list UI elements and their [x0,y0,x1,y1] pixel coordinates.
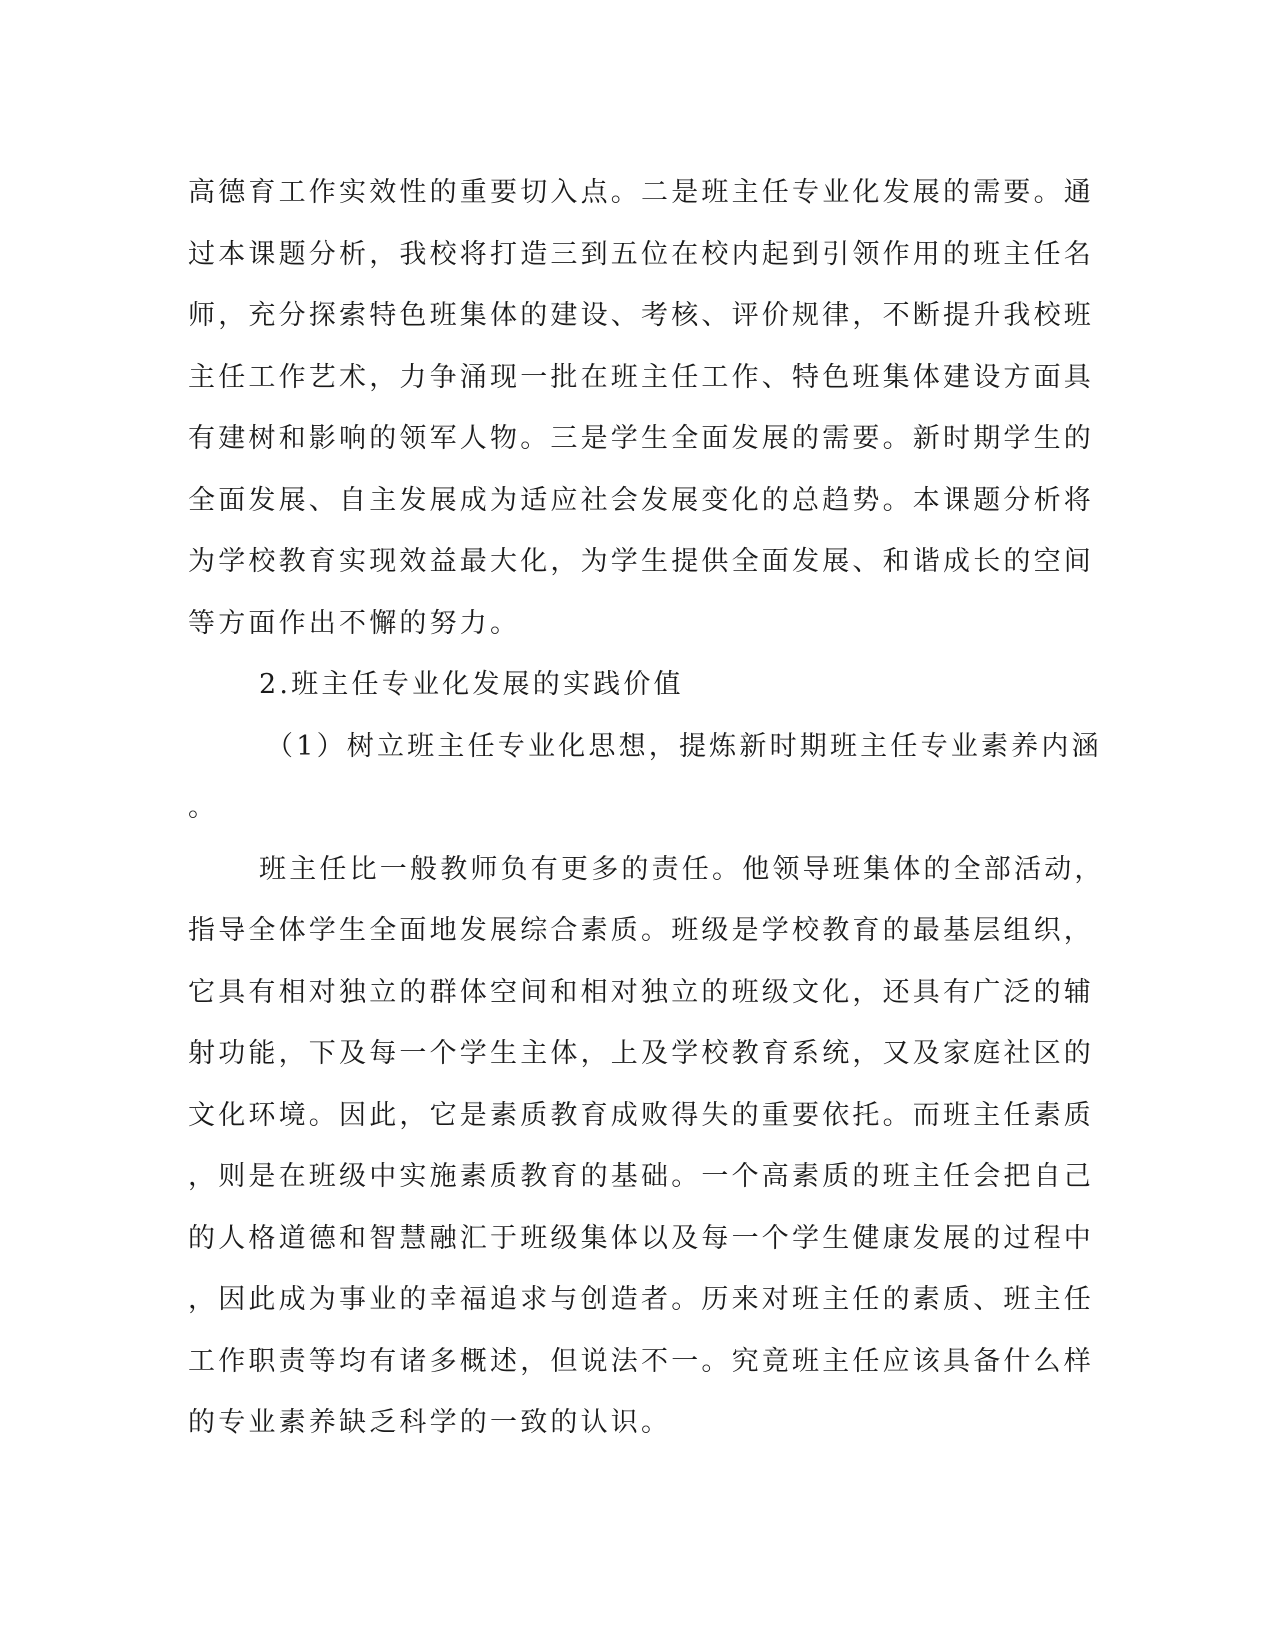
text-line: 文化环境。因此，它是素质教育成败得失的重要依托。而班主任素质 [188,1099,1094,1131]
document-body [188,162,1105,1454]
text-line: 全面发展、自主发展成为适应社会发展变化的总趋势。本课题分析将 [188,484,1094,516]
section-heading: 2.班主任专业化发展的实践价值 [259,669,684,700]
text-line: 过本课题分析，我校将打造三到五位在校内起到引领作用的班主任名 [188,238,1094,270]
text-line: 高德育工作实效性的重要切入点。二是班主任专业化发展的需要。通 [188,177,1094,208]
text-line: 它具有相对独立的群体空间和相对独立的班级文化，还具有广泛的辅 [188,976,1094,1008]
text-line: 有建树和影响的领军人物。三是学生全面发展的需要。新时期学生的 [188,423,1094,454]
text-line: 指导全体学生全面地发展综合素质。班级是学校教育的最基层组织， [188,915,1094,946]
text-line: 为学校教育实现效益最大化，为学生提供全面发展、和谐成长的空间 [188,546,1094,577]
text-line: 的专业素养缺乏科学的一致的认识。 [188,1407,672,1438]
text-line: 师，充分探索特色班集体的建设、考核、评价规律，不断提升我校班 [188,300,1094,331]
text-line: ，则是在班级中实施素质教育的基础。一个高素质的班主任会把自己 [188,1161,1094,1192]
text-line: ，因此成为事业的幸福追求与创造者。历来对班主任的素质、班主任 [188,1284,1094,1315]
subsection-heading: （1）树立班主任专业化思想，提炼新时期班主任专业素养内涵 [266,730,1102,762]
text-line: 工作职责等均有诸多概述，但说法不一。究竟班主任应该具备什么样 [188,1345,1094,1377]
paragraph-first-line: 班主任比一般教师负有更多的责任。他领导班集体的全部活动， [259,853,1105,885]
text-line: 等方面作出不懈的努力。 [188,607,521,639]
text-line: 射功能，下及每一个学生主体，上及学校教育系统，又及家庭社区的 [188,1038,1094,1069]
text-line: 主任工作艺术，力争涌现一批在班主任工作、特色班集体建设方面具 [188,361,1094,393]
text-line: 。 [188,792,219,823]
text-line: 的人格道德和智慧融汇于班级集体以及每一个学生健康发展的过程中 [188,1222,1094,1254]
